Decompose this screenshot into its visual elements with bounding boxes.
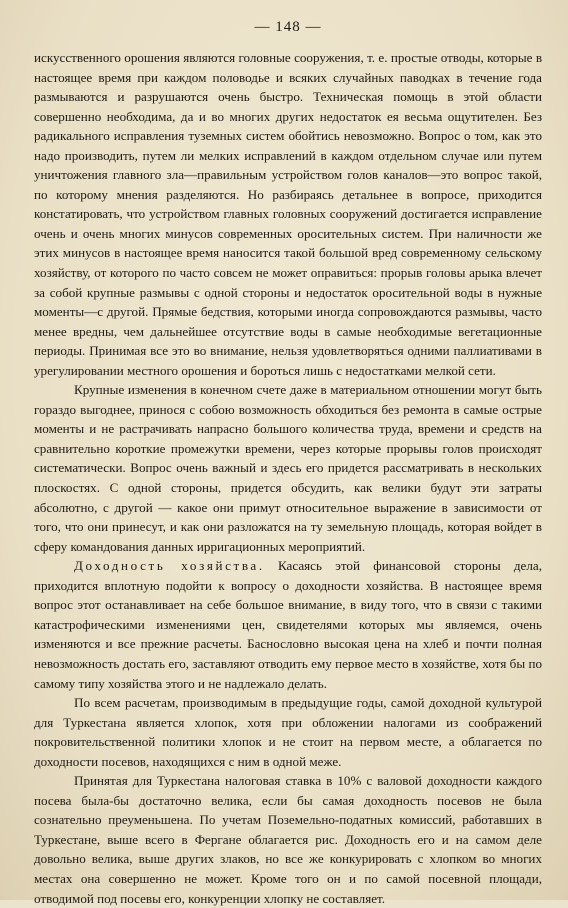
paragraph-4: По всем расчетам, производимым в предыдущие годы, самой доходной культурой для Туркестана является хлопок, хотя при обложении налогами из соображений покровительственной политики хлопок и не стоит на первом месте, а облагается по доходности посевов, находящихся с ним в одной меже. [34, 695, 542, 769]
section-heading: Доходность хозяйства. [74, 558, 265, 574]
section-first-paragraph: Касаясь этой финансовой стороны дела, приходится вплотную подойти к вопросу о доходности хозяйства. В настоящее время вопрос этот останавливает на себе большое внимание, в виду того, что в связи с такими катастрофическими изменениями цен, свидетелями которых мы являемся, очень изменяются и все прежние расчеты. Баснословно высокая цена на хлеб и почти полная невозможность достать его, заставляют отводить ему первое место в хозяйстве, хотя бы по самому типу хозяйства этого и не надлежало делать. [34, 558, 542, 691]
section-paragraph [34, 556, 542, 693]
paragraph-2: Крупные изменения в конечном счете даже в материальном отношении могут быть гораздо выгоднее, принося с собою возможность обходиться без ремонта в самые острые моменты и не растрачивать напрасно большого количества труда, времени и средств на сравнительно короткие промежутки времени, через которые прорывы голов происходят систематически. Вопрос очень важный и здесь его придется рассматривать в нескольких плоскостях. С одной стороны, придется обсудить, как велики будут эти затраты абсолютно, с другой — какое они примут относительное выражение в зависимости от того, что они принесут, и как они разложатся на ту земельную площадь, которая войдет в сферу командования данных ирригационных мероприятий. [34, 382, 542, 554]
paragraph-1: искусственного орошения являются головные сооружения, т. е. простые отводы, которые в настоящее время при каждом половодье и всяких случайных паводках в течение года размываются и разрушаются очень быстро. Техническая помощь в этой области совершенно необходима, да и во многих других недостаток ея весьма ощутителен. Без радикального исправления туземных систем обойтись невозможно. Вопрос о том, как это надо производить, путем ли мелких исправлений в каждом отдельном случае или путем уничтожения главного зла—правильным устройством голов каналов—это вопрос такой, по которому мнения разделяются. Но разбираясь детальнее в вопросе, приходится констатировать, что устройством главных головных сооружений достигается исправление очень и очень многих минусов современных оросительных систем. При наличности же этих минусов в настоящее время наносится такой большой вред современному сельскому хозяйству, от которого по часто совсем не может оправиться: прорыв головы арыка влечет за собой крупные размывы с одной стороны и недостаток оросительной воды в нужные моменты—с другой. Прямые бедствия, которыми иногда сопровождаются размывы, часто менее вредны, чем дальнейшее отсутствие воды в самые необходимые вегетационные периоды. Принимая все это во внимание, нельзя удовлетворяться одними паллиативами в урегулировании местного орошения и бороться лишь с недостатками мелкой сети. [34, 50, 542, 378]
paragraph-5: Принятая для Туркестана налоговая ставка в 10% с валовой доходности каждого посева была-бы достаточно велика, если бы самая доходность посевов не была сознательно преуменьшена. По учетам Поземельно-податных комиссий, работавших в Туркестане, выше всего в Фергане облагается рис. Доходность его и на самом деле довольно велика, выше других злаков, но все же конкурировать с хлопком во многих местах она совершенно не может. Кроме того он и по самой посевной площади, отводимой под посевы его, конкуренции хлопку не составляет. [34, 773, 542, 906]
body-text [34, 48, 542, 908]
page-number: — 148 — [254, 19, 322, 35]
